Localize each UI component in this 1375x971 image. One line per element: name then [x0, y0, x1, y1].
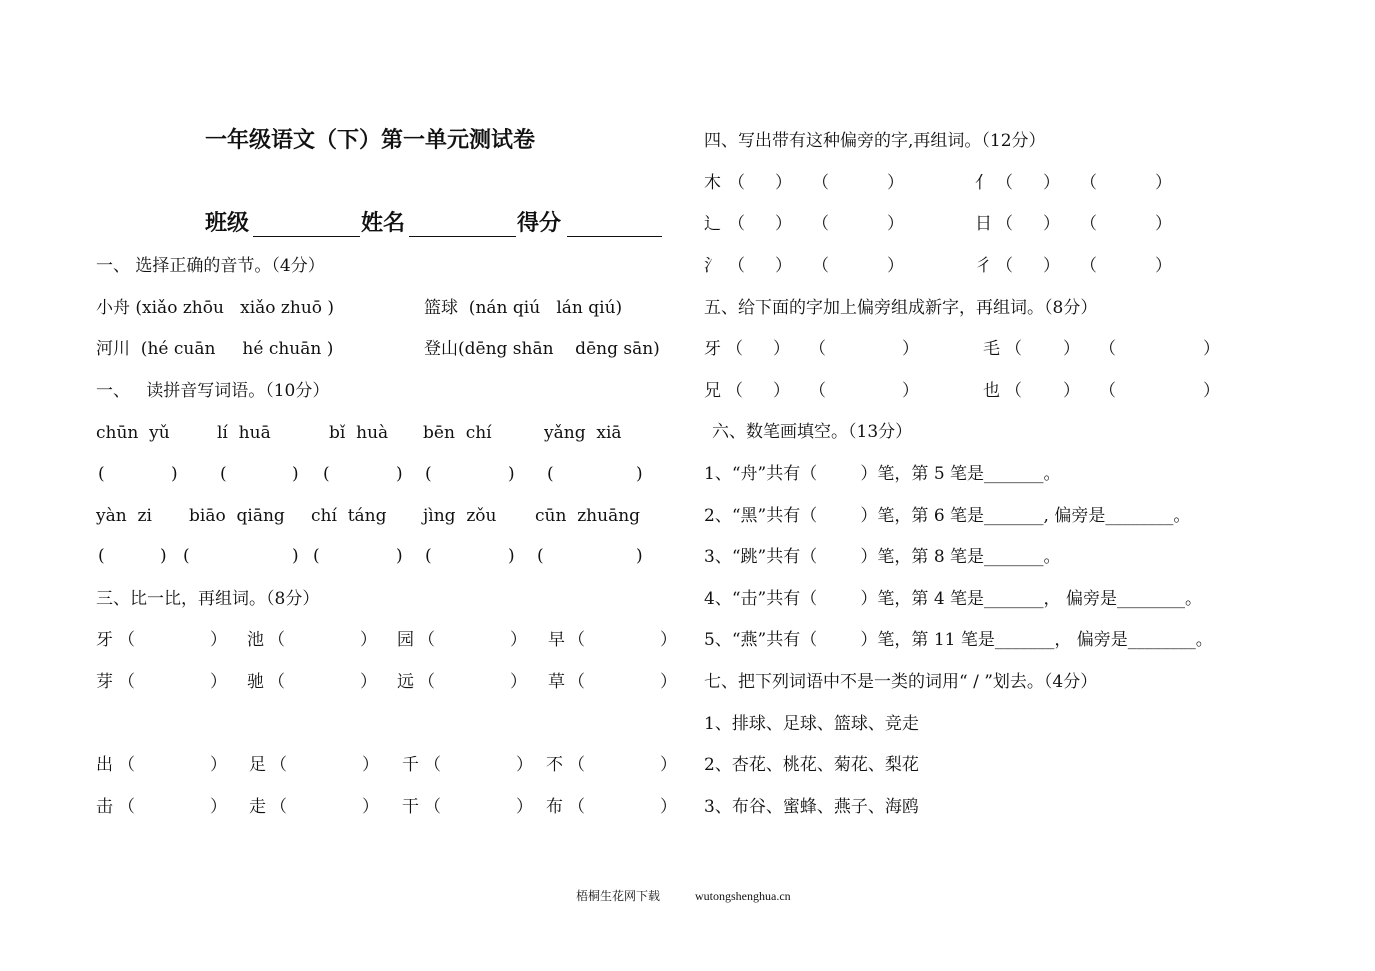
answer-blank[interactable]: （	[568, 630, 585, 650]
char: 草	[548, 672, 565, 692]
answer-blank[interactable]: (	[547, 464, 554, 484]
paren-close: )	[636, 464, 643, 484]
char: 足	[249, 755, 266, 775]
paren-close: ）	[887, 256, 904, 276]
paren-close: )	[292, 464, 299, 484]
paren-close: ）	[887, 173, 904, 193]
answer-blank[interactable]: (	[323, 464, 330, 484]
answer-blank[interactable]: （	[268, 672, 285, 692]
answer-blank[interactable]: (	[98, 464, 105, 484]
paren-close: )	[160, 546, 167, 566]
answer-blank[interactable]: （	[568, 797, 585, 817]
paren-close: ）	[902, 339, 919, 359]
answer-blank[interactable]: （	[1099, 381, 1116, 401]
answer-blank[interactable]: （	[118, 755, 135, 775]
answer-blank[interactable]: (	[98, 546, 105, 566]
word-group[interactable]: 1、排球、足球、篮球、竞走	[704, 714, 919, 734]
class-field[interactable]	[253, 236, 360, 237]
answer-blank[interactable]: （	[728, 256, 745, 276]
answer-blank[interactable]: （	[726, 339, 743, 359]
paren-close: ）	[773, 381, 790, 401]
answer-blank[interactable]: （	[118, 630, 135, 650]
answer-blank[interactable]: (	[537, 546, 544, 566]
pinyin-word: chūn yǔ	[96, 423, 170, 443]
paren-close: ）	[360, 630, 377, 650]
name-field[interactable]	[409, 236, 516, 237]
section-4-heading: 四、写出带有这种偏旁的字,再组词。（12分）	[704, 131, 1046, 151]
answer-blank[interactable]: （	[1005, 381, 1022, 401]
pinyin-word: jìng zǒu	[423, 506, 497, 526]
paren-close: ）	[210, 797, 227, 817]
paren-close: ）	[887, 214, 904, 234]
s1-item: 登山(dēng shān dēng sān)	[424, 339, 660, 359]
paren-close: ）	[1155, 214, 1172, 234]
paren-close: ）	[775, 214, 792, 234]
paren-close: ）	[210, 672, 227, 692]
answer-blank[interactable]: （	[568, 755, 585, 775]
paren-close: ）	[1203, 381, 1220, 401]
paren-close: ）	[510, 630, 527, 650]
paren-close: ）	[902, 381, 919, 401]
char: 早	[548, 630, 565, 650]
paren-close: ）	[773, 339, 790, 359]
paren-close: )	[292, 546, 299, 566]
answer-blank[interactable]: （	[418, 672, 435, 692]
paren-close: ）	[210, 755, 227, 775]
char: 芽	[96, 672, 113, 692]
section-2-heading: 一、 读拼音写词语。（10分）	[96, 381, 330, 401]
answer-blank[interactable]: （	[424, 797, 441, 817]
answer-blank[interactable]: （	[1080, 256, 1097, 276]
char: 不	[546, 755, 563, 775]
char: 击	[96, 797, 113, 817]
paren-close: )	[396, 546, 403, 566]
answer-blank[interactable]: （	[1080, 214, 1097, 234]
answer-blank[interactable]: (	[425, 464, 432, 484]
paren-close: ）	[1203, 339, 1220, 359]
paren-close: ）	[775, 256, 792, 276]
pinyin-word: bǐ huà	[329, 423, 389, 443]
footer-site-name: 梧桐生花网下载	[576, 889, 661, 903]
answer-blank[interactable]: （	[812, 256, 829, 276]
answer-blank[interactable]: （	[270, 755, 287, 775]
char: 千	[402, 755, 419, 775]
base-char: 牙	[704, 339, 721, 359]
paren-close: ）	[660, 797, 677, 817]
paren-close: ）	[362, 755, 379, 775]
answer-blank[interactable]: （	[726, 381, 743, 401]
paren-close: ）	[516, 797, 533, 817]
s1-item: 河川 (hé cuān hé chuān )	[96, 339, 334, 359]
char: 园	[397, 630, 414, 650]
answer-blank[interactable]: (	[183, 546, 190, 566]
radical: 木	[704, 173, 721, 193]
score-label: 得分	[517, 211, 562, 236]
answer-blank[interactable]: （	[812, 173, 829, 193]
pinyin-word: biāo qiāng	[189, 506, 285, 526]
answer-blank[interactable]: （	[418, 630, 435, 650]
answer-blank[interactable]: （	[812, 214, 829, 234]
paren-close: ）	[1043, 214, 1060, 234]
section-5-heading: 五、给下面的字加上偏旁组成新字，再组词。（8分）	[704, 298, 1098, 318]
paren-close: ）	[660, 755, 677, 775]
answer-blank[interactable]: (	[425, 546, 432, 566]
pinyin-word: cūn zhuāng	[535, 506, 641, 526]
stroke-question[interactable]: 2、“黑”共有（ ）笔，第 6 笔是_______, 偏旁是________。	[704, 506, 1191, 526]
s1-item: 小舟 (xiǎo zhōu xiǎo zhuō )	[96, 298, 335, 318]
word-group[interactable]: 2、杏花、桃花、菊花、梨花	[704, 755, 919, 775]
paren-close: ）	[516, 755, 533, 775]
answer-blank[interactable]: （	[118, 797, 135, 817]
paren-close: ）	[1155, 173, 1172, 193]
answer-blank[interactable]: （	[1099, 339, 1116, 359]
paren-close: ）	[660, 630, 677, 650]
paren-close: ）	[360, 672, 377, 692]
char: 布	[546, 797, 563, 817]
paren-close: )	[171, 464, 178, 484]
paren-close: ）	[1043, 173, 1060, 193]
answer-blank[interactable]: （	[568, 672, 585, 692]
answer-blank[interactable]: （	[270, 797, 287, 817]
char: 干	[402, 797, 419, 817]
paren-close: ）	[775, 173, 792, 193]
pinyin-word: lí huā	[217, 423, 271, 443]
word-group[interactable]: 3、布谷、蜜蜂、燕子、海鸥	[704, 797, 919, 817]
section-3-heading: 三、比一比，再组词。（8分）	[96, 589, 320, 609]
paren-close: ）	[362, 797, 379, 817]
paren-close: )	[636, 546, 643, 566]
radical: 彳	[975, 256, 992, 276]
char: 远	[397, 672, 414, 692]
stroke-question[interactable]: 4、“击”共有（ ）笔，第 4 笔是_______， 偏旁是________。	[704, 589, 1202, 609]
paren-close: ）	[1063, 339, 1080, 359]
base-char: 兄	[704, 381, 721, 401]
answer-blank[interactable]: （	[728, 214, 745, 234]
answer-blank[interactable]: (	[313, 546, 320, 566]
char: 牙	[96, 630, 113, 650]
answer-blank[interactable]: （	[728, 173, 745, 193]
answer-blank[interactable]: （	[424, 755, 441, 775]
paren-close: ）	[210, 630, 227, 650]
name-label: 姓名	[361, 211, 406, 236]
paren-close: ）	[660, 672, 677, 692]
radical: 日	[975, 214, 992, 234]
paren-close: ）	[510, 672, 527, 692]
paren-close: ）	[1043, 256, 1060, 276]
stroke-question[interactable]: 5、“燕”共有（ ）笔，第 11 笔是_______， 偏旁是________。	[704, 630, 1213, 650]
answer-blank[interactable]: （	[996, 214, 1013, 234]
answer-blank[interactable]: （	[268, 630, 285, 650]
paren-close: ）	[1155, 256, 1172, 276]
page-title: 一年级语文（下）第一单元测试卷	[205, 128, 536, 153]
answer-blank[interactable]: （	[809, 339, 826, 359]
radical: 氵	[704, 256, 721, 276]
paren-close: ）	[1063, 381, 1080, 401]
answer-blank[interactable]: （	[1005, 339, 1022, 359]
stroke-question[interactable]: 3、“跳”共有（ ）笔，第 8 笔是_______。	[704, 547, 1061, 567]
pinyin-word: bēn chí	[423, 423, 492, 443]
s1-item: 篮球 (nán qiú lán qiú)	[424, 298, 623, 318]
base-char: 也	[983, 381, 1000, 401]
char: 池	[247, 630, 264, 650]
pinyin-word: yǎng xiā	[544, 423, 622, 443]
answer-blank[interactable]: （	[809, 381, 826, 401]
class-label: 班级	[205, 211, 250, 236]
base-char: 毛	[983, 339, 1000, 359]
radical: 亻	[975, 173, 992, 193]
answer-blank[interactable]: （	[1080, 173, 1097, 193]
stroke-question[interactable]: 1、“舟”共有（ ）笔，第 5 笔是_______。	[704, 464, 1061, 484]
answer-blank[interactable]: （	[996, 256, 1013, 276]
paren-close: )	[508, 546, 515, 566]
pinyin-word: chí táng	[311, 506, 387, 526]
answer-blank[interactable]: （	[118, 672, 135, 692]
radical: 辶	[704, 214, 721, 234]
pinyin-word: yàn zi	[96, 506, 152, 526]
footer-url[interactable]: wutongshenghua.cn	[695, 889, 791, 903]
section-1-heading: 一、 选择正确的音节。（4分）	[96, 256, 325, 276]
char: 走	[249, 797, 266, 817]
section-7-heading: 七、把下列词语中不是一类的词用“ / ”划去。（4分）	[704, 672, 1098, 692]
section-6-heading: 六、数笔画填空。（13分）	[712, 422, 913, 442]
char: 驰	[247, 672, 264, 692]
score-field[interactable]	[567, 236, 662, 237]
answer-blank[interactable]: (	[220, 464, 227, 484]
paren-close: )	[508, 464, 515, 484]
char: 出	[96, 755, 113, 775]
answer-blank[interactable]: （	[996, 173, 1013, 193]
paren-close: )	[396, 464, 403, 484]
